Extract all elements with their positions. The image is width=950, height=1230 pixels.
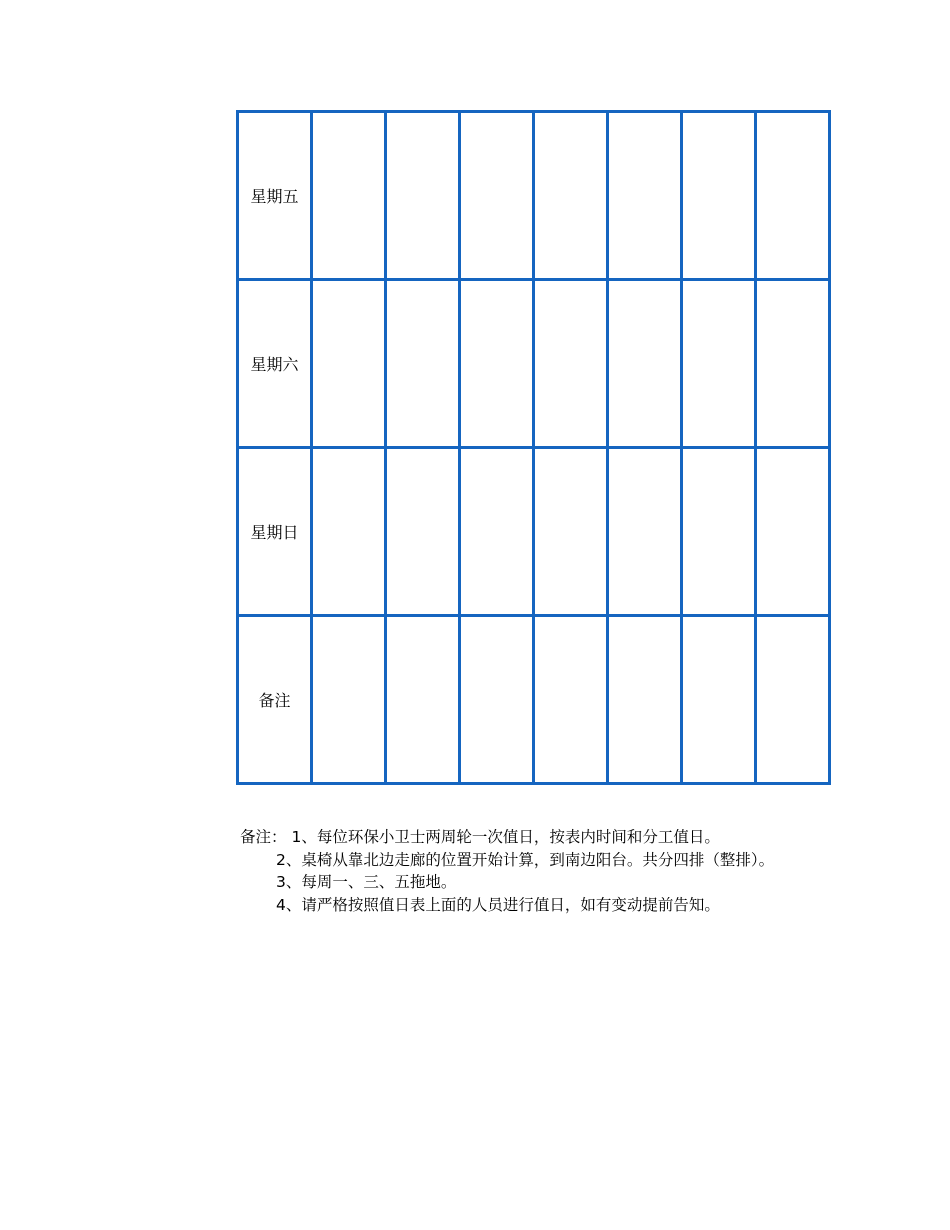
table-cell xyxy=(756,280,830,448)
note-item xyxy=(240,849,774,872)
table-cell xyxy=(682,112,756,280)
table-cell xyxy=(534,112,608,280)
table-cell xyxy=(756,112,830,280)
note-text: 2、桌椅从靠北边走廊的位置开始计算，到南边阳台。共分四排（整排）。 xyxy=(276,850,775,869)
row-label-saturday: 星期六 xyxy=(238,280,312,448)
table-cell xyxy=(756,616,830,784)
table-cell xyxy=(386,616,460,784)
table-cell xyxy=(608,616,682,784)
table-row xyxy=(238,112,830,280)
note-item xyxy=(240,871,774,894)
note-text: 3、每周一、三、五拖地。 xyxy=(276,873,457,891)
table-cell xyxy=(386,280,460,448)
table-cell xyxy=(756,448,830,616)
table-cell xyxy=(608,280,682,448)
table-cell xyxy=(608,448,682,616)
note-text: 4、请严格按照值日表上面的人员进行值日，如有变动提前告知。 xyxy=(276,895,720,914)
table-row xyxy=(238,280,830,448)
table-cell xyxy=(460,448,534,616)
table-cell xyxy=(460,616,534,784)
notes-section xyxy=(240,826,774,916)
table-cell xyxy=(312,616,386,784)
table-cell xyxy=(312,448,386,616)
row-label-sunday: 星期日 xyxy=(238,448,312,616)
table-cell xyxy=(534,616,608,784)
row-label-remarks: 备注 xyxy=(238,616,312,784)
duty-roster-table xyxy=(236,110,831,785)
row-label-friday: 星期五 xyxy=(238,112,312,280)
table-cell xyxy=(534,280,608,448)
table-cell xyxy=(312,280,386,448)
table-cell xyxy=(682,448,756,616)
note-text: 1、每位环保小卫士两周轮一次值日，按表内时间和分工值日。 xyxy=(291,828,720,846)
table-cell xyxy=(534,448,608,616)
table-cell xyxy=(608,112,682,280)
note-item xyxy=(240,894,774,917)
table-cell xyxy=(682,616,756,784)
notes-prefix: 备注： xyxy=(240,828,287,846)
table-cell xyxy=(682,280,756,448)
table-cell xyxy=(460,280,534,448)
table-cell xyxy=(312,112,386,280)
table-cell xyxy=(386,448,460,616)
table-cell xyxy=(386,112,460,280)
note-item xyxy=(240,826,774,849)
table-row xyxy=(238,616,830,784)
table-cell xyxy=(460,112,534,280)
table-row xyxy=(238,448,830,616)
